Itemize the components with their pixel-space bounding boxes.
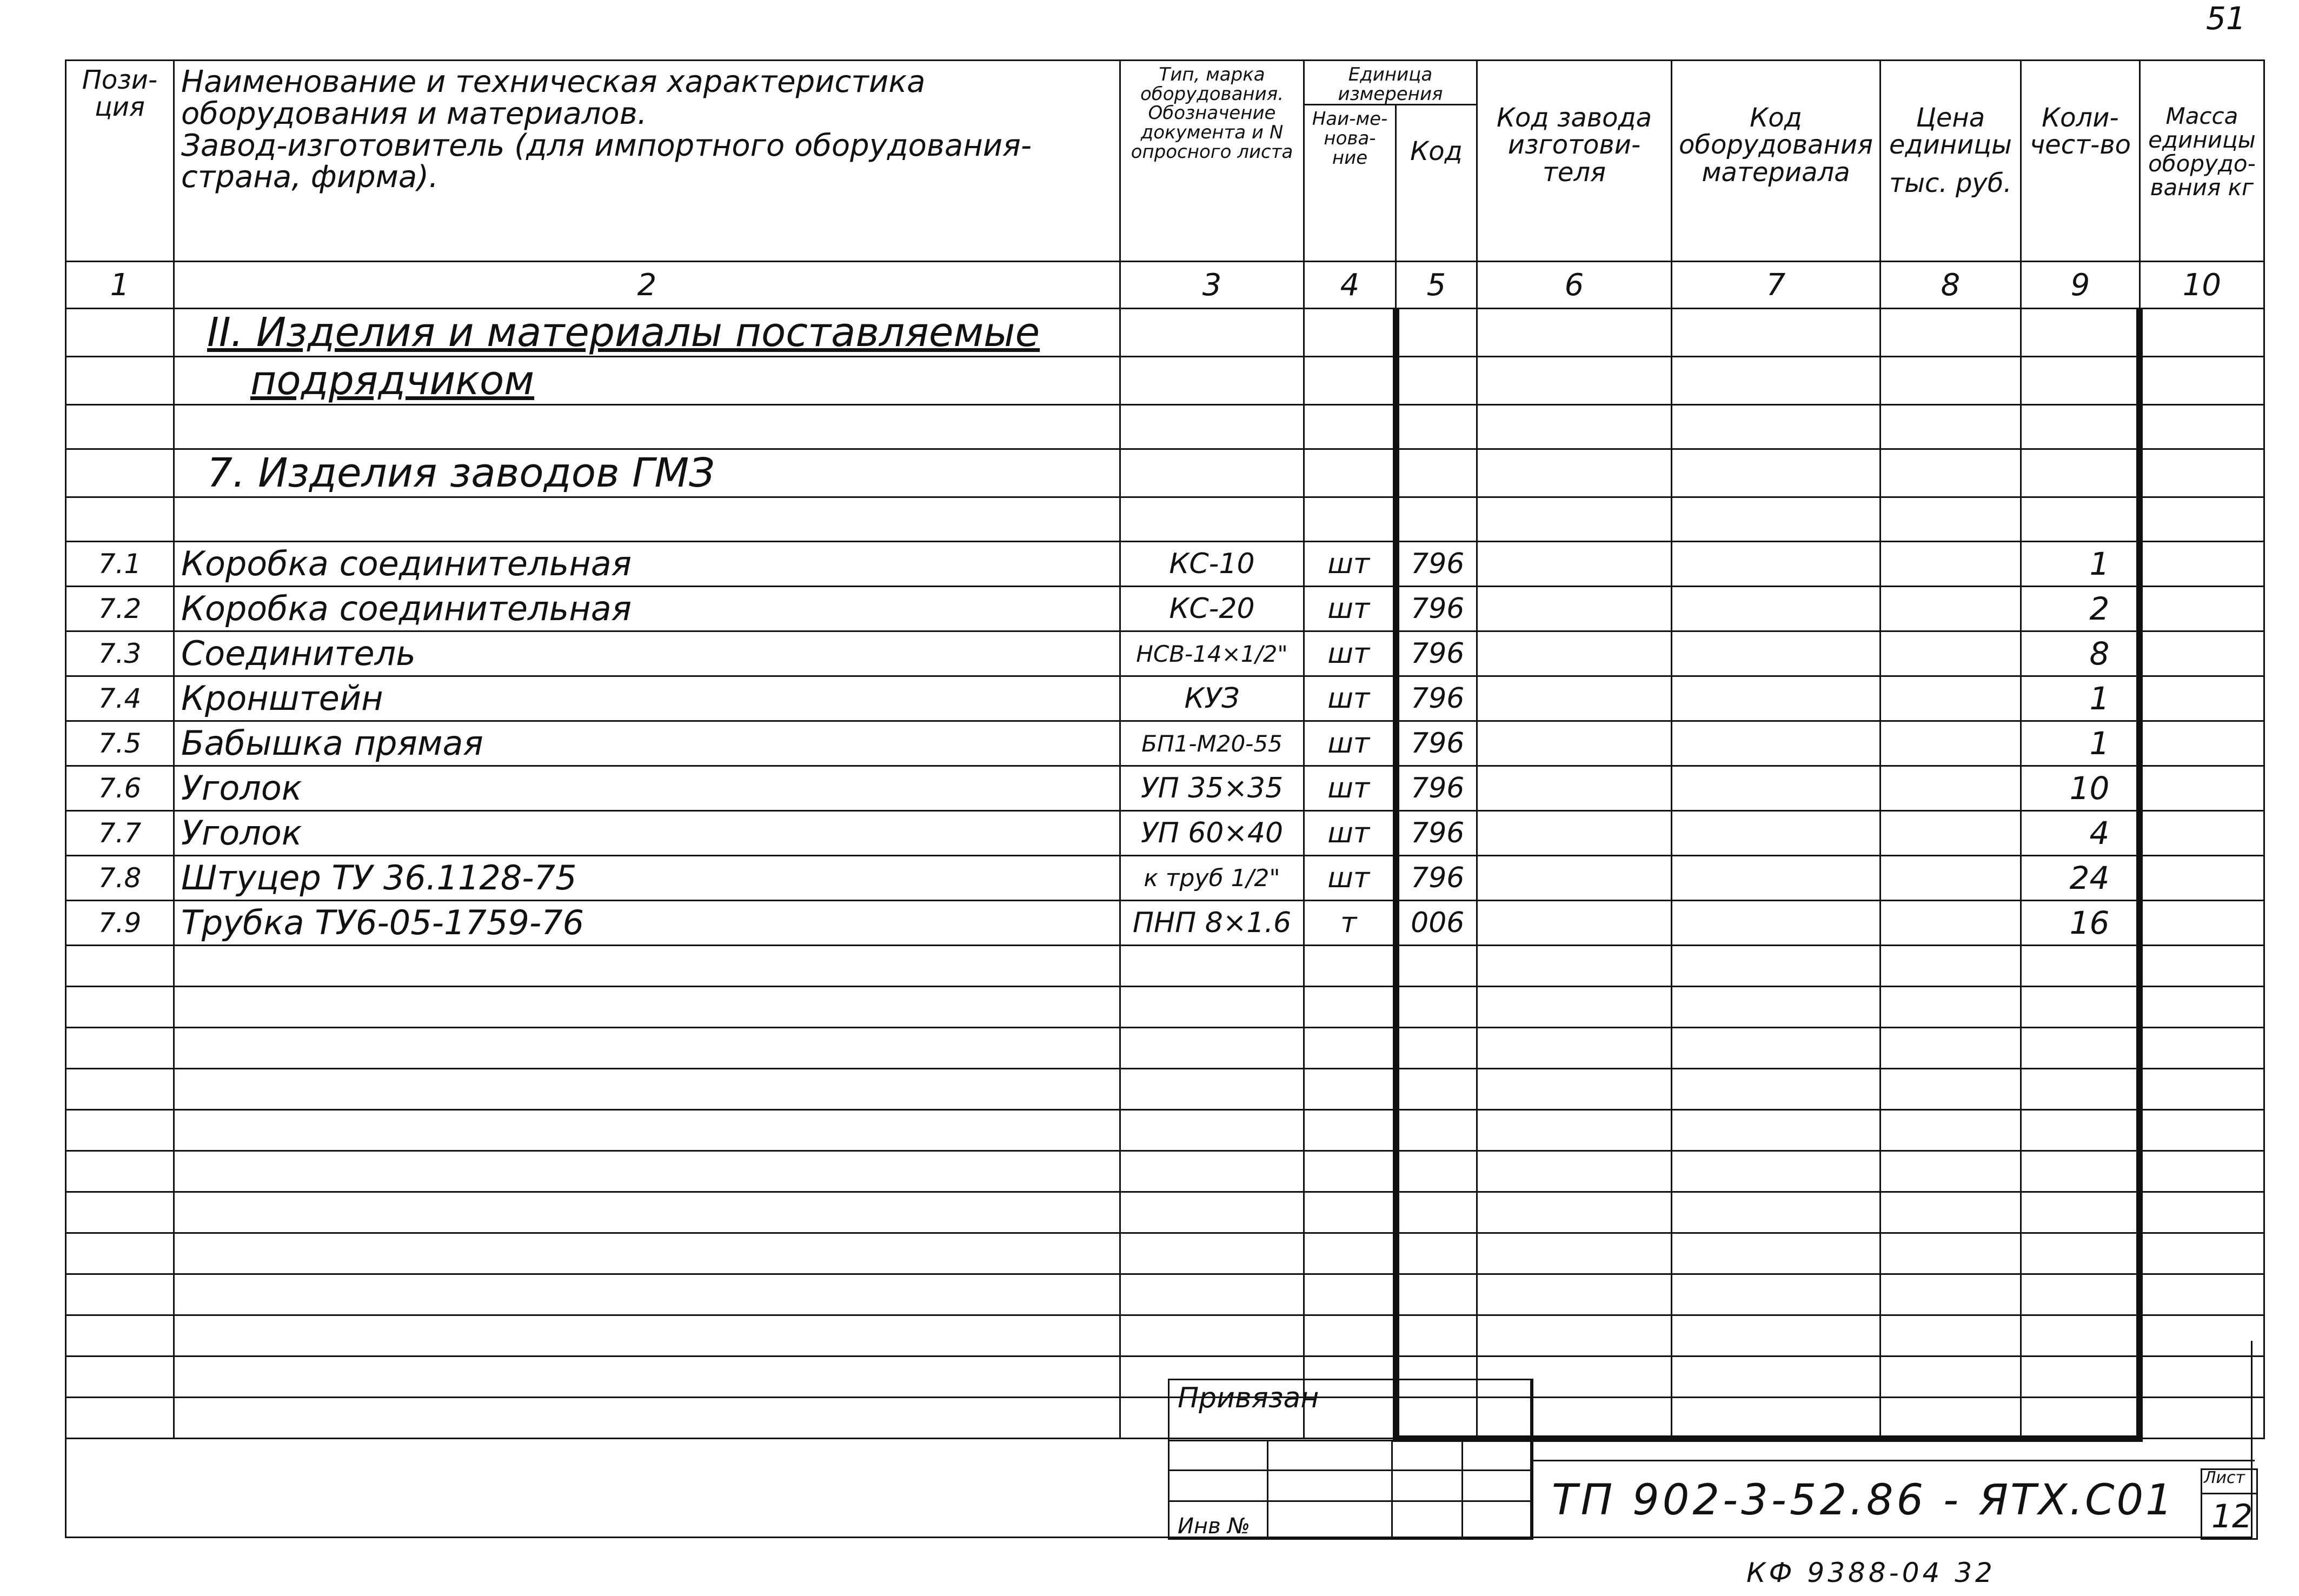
page-marker: 51 [2206, 0, 2246, 37]
sheet-number: 12 [2211, 1498, 2253, 1535]
item-quantity: 8 [2021, 631, 2139, 676]
item-name: Коробка соединительная [174, 542, 1120, 587]
item-name: Уголок [174, 766, 1120, 811]
header-price-line1: Цена единицы [1889, 103, 2012, 161]
table-row [66, 901, 2264, 946]
item-name: Бабышка прямая [174, 721, 1120, 766]
item-type: УП 35×35 [1120, 766, 1304, 811]
item-quantity: 2 [2021, 587, 2139, 631]
document-code-suffix: ЯТХ.С01 [1979, 1476, 2175, 1525]
table-row [66, 1274, 2264, 1315]
item-position: 7.4 [66, 676, 174, 721]
header-price [1880, 61, 2021, 262]
item-type: УП 60×40 [1120, 811, 1304, 856]
table-row [66, 1192, 2264, 1233]
archive-code: КФ 9388-04 32 [1746, 1557, 1996, 1588]
item-unit: шт [1304, 811, 1396, 856]
header-price-line2: тыс. руб. [1889, 168, 2012, 198]
item-quantity: 1 [2021, 676, 2139, 721]
table-row [66, 856, 2264, 901]
table-row [66, 721, 2264, 766]
item-type: к труб 1/2" [1120, 856, 1304, 901]
item-position: 7.1 [66, 542, 174, 587]
item-unit: шт [1304, 631, 1396, 676]
item-name: Коробка соединительная [174, 587, 1120, 631]
item-quantity: 10 [2021, 766, 2139, 811]
item-quantity: 4 [2021, 811, 2139, 856]
table-row [66, 1233, 2264, 1274]
header-position: Пози-ция [66, 61, 174, 262]
specification-table [65, 59, 2265, 1442]
header-unit-name: Наи-ме-нова-ние [1304, 105, 1396, 262]
header-unit-code: Код [1396, 105, 1477, 262]
colnum-6: 6 [1477, 262, 1672, 309]
item-quantity: 16 [2021, 901, 2139, 946]
table-row [66, 449, 2264, 497]
item-unit: шт [1304, 587, 1396, 631]
table-row [66, 987, 2264, 1028]
table-row [66, 587, 2264, 631]
table-row [66, 1151, 2264, 1192]
item-name: Уголок [174, 811, 1120, 856]
item-position: 7.8 [66, 856, 174, 901]
item-quantity: 24 [2021, 856, 2139, 901]
item-unit-code: 796 [1396, 721, 1477, 766]
item-unit-code: 796 [1396, 811, 1477, 856]
item-type: НСВ-14×1/2" [1120, 631, 1304, 676]
empty-cell [174, 405, 1120, 449]
header-type: Тип, марка оборудования. Обозначение документа и N опросного листа [1120, 61, 1304, 262]
table-row [66, 1069, 2264, 1110]
item-position: 7.3 [66, 631, 174, 676]
column-number-row [66, 262, 2264, 309]
title-divider [1530, 1460, 2255, 1461]
item-unit: т [1304, 901, 1396, 946]
document-code: ТП 902-3-52.86 - [1552, 1476, 1962, 1525]
header-quantity: Коли-чест-во [2021, 61, 2139, 262]
section-title-line2: подрядчиком [174, 357, 1120, 405]
item-unit: шт [1304, 856, 1396, 901]
item-position: 7.6 [66, 766, 174, 811]
header-name-line1: Наименование и техническая характеристика оборудования и материалов. [181, 64, 926, 131]
item-position: 7.9 [66, 901, 174, 946]
colnum-1: 1 [66, 262, 174, 309]
item-unit-code: 796 [1396, 631, 1477, 676]
item-type: КУЗ [1120, 676, 1304, 721]
item-name: Кронштейн [174, 676, 1120, 721]
table-row [66, 497, 2264, 542]
table-row [66, 309, 2264, 357]
table-row [66, 357, 2264, 405]
item-position: 7.7 [66, 811, 174, 856]
section-title-line1: II. Изделия и материалы поставляемые [174, 309, 1120, 357]
table-row [66, 946, 2264, 987]
inventory-number-label: Инв № [1178, 1514, 1250, 1539]
item-quantity: 1 [2021, 542, 2139, 587]
item-name: Штуцер ТУ 36.1128-75 [174, 856, 1120, 901]
item-position: 7.2 [66, 587, 174, 631]
item-unit: шт [1304, 766, 1396, 811]
table-row [66, 676, 2264, 721]
item-unit-code: 796 [1396, 676, 1477, 721]
header-row [66, 61, 2264, 105]
table-row [66, 405, 2264, 449]
subsection-title: 7. Изделия заводов ГМЗ [174, 449, 1120, 497]
table-row [66, 811, 2264, 856]
binding-stamp-label: Привязан [1178, 1382, 1319, 1414]
item-unit: шт [1304, 676, 1396, 721]
item-unit: шт [1304, 721, 1396, 766]
table-row [66, 766, 2264, 811]
colnum-4: 4 [1304, 262, 1396, 309]
header-mass: Масса единицы оборудо-вания кг [2139, 61, 2264, 262]
colnum-5: 5 [1396, 262, 1477, 309]
item-type: КС-10 [1120, 542, 1304, 587]
title-divider [1530, 1379, 1532, 1537]
item-name: Соединитель [174, 631, 1120, 676]
item-unit: шт [1304, 542, 1396, 587]
item-unit-code: 796 [1396, 542, 1477, 587]
table-row [66, 542, 2264, 587]
item-unit-code: 796 [1396, 856, 1477, 901]
item-type: БП1-М20-55 [1120, 721, 1304, 766]
header-equipment-code: Код оборудования материала [1672, 61, 1881, 262]
item-unit-code: 006 [1396, 901, 1477, 946]
table-row [66, 1110, 2264, 1151]
item-type: КС-20 [1120, 587, 1304, 631]
item-name: Трубка ТУ6-05-1759-76 [174, 901, 1120, 946]
colnum-10: 10 [2139, 262, 2264, 309]
header-unit-group: Единица измерения [1304, 61, 1477, 105]
item-unit-code: 796 [1396, 587, 1477, 631]
item-type: ПНП 8×1.6 [1120, 901, 1304, 946]
colnum-3: 3 [1120, 262, 1304, 309]
header-factory-code: Код завода изготови-теля [1477, 61, 1672, 262]
header-name [174, 61, 1120, 262]
table-row [66, 1028, 2264, 1069]
colnum-8: 8 [1880, 262, 2021, 309]
item-unit-code: 796 [1396, 766, 1477, 811]
table-row [66, 631, 2264, 676]
sheet-label: Лист [2204, 1468, 2245, 1487]
header-name-line2: Завод-изготовитель (для импортного оборудования-страна, фирма). [181, 128, 1032, 195]
item-quantity: 1 [2021, 721, 2139, 766]
colnum-7: 7 [1672, 262, 1881, 309]
colnum-9: 9 [2021, 262, 2139, 309]
colnum-2: 2 [174, 262, 1120, 309]
item-position: 7.5 [66, 721, 174, 766]
